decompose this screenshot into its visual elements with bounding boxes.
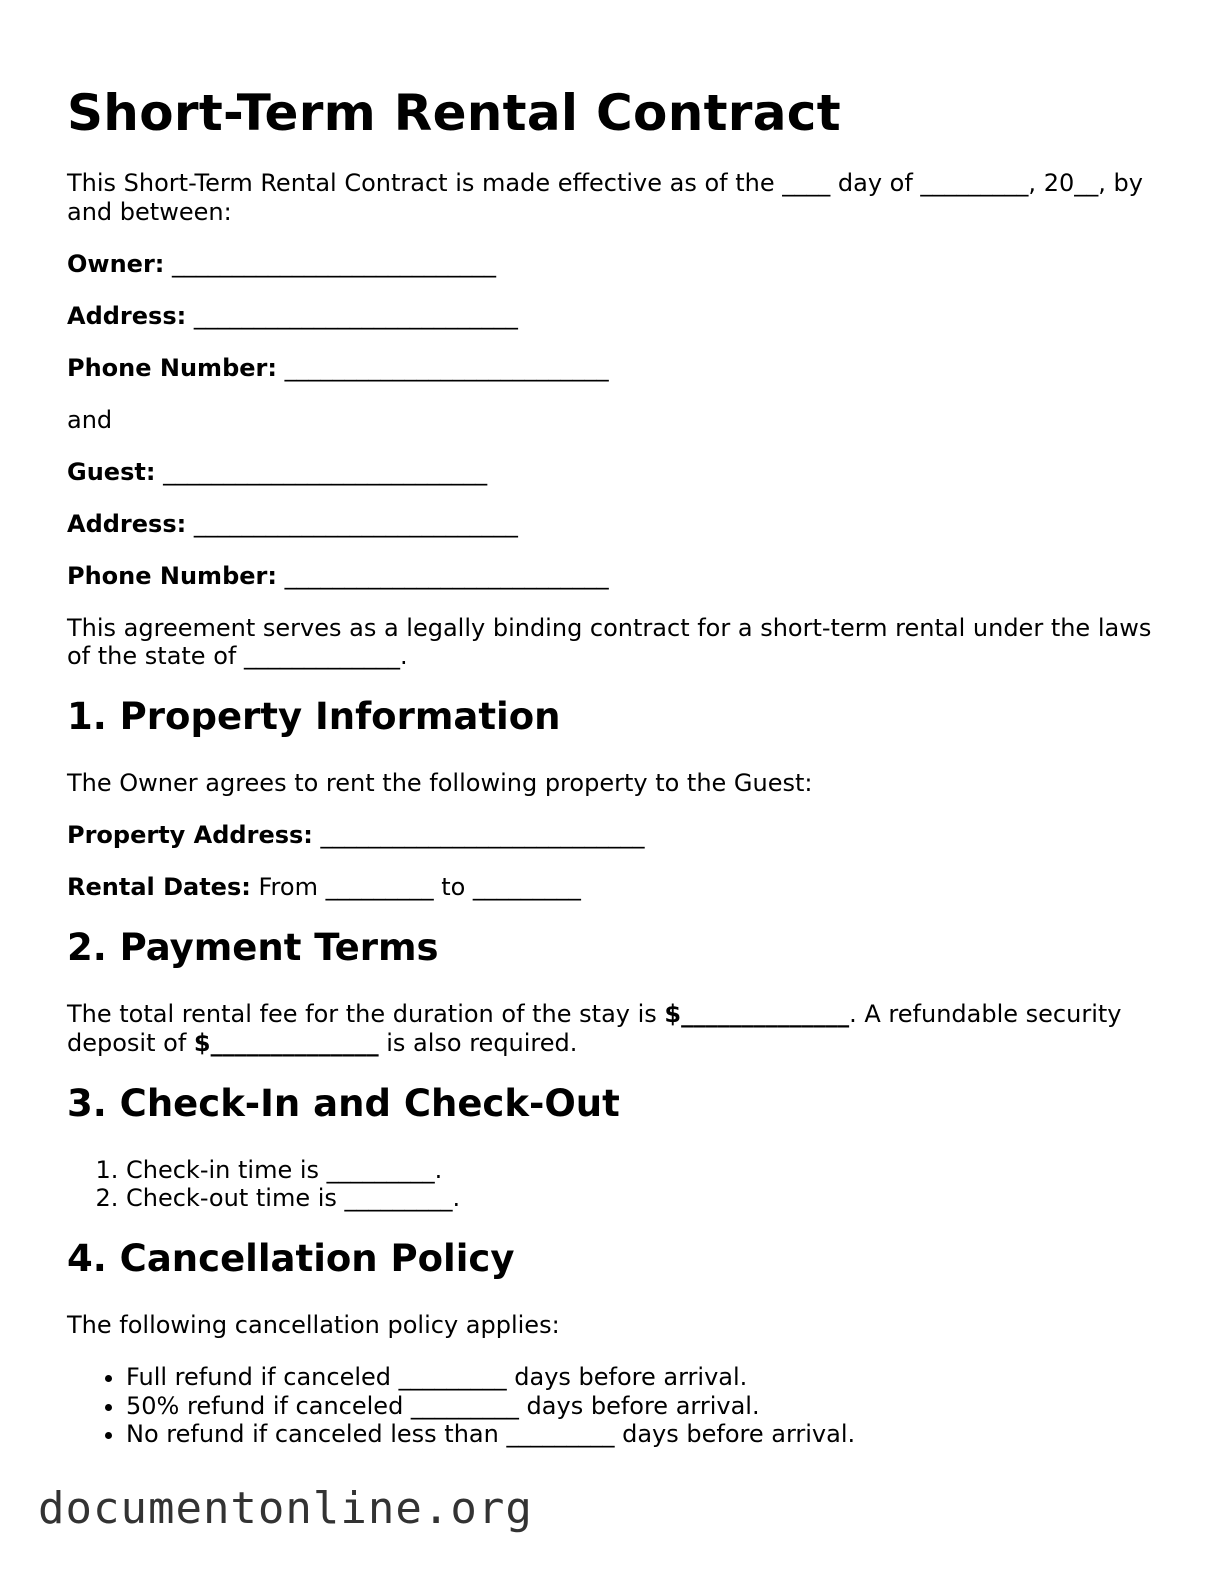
owner-name-blank[interactable]: ___________________________ (172, 249, 497, 278)
guest-phone-line (67, 562, 1157, 591)
owner-phone-blank[interactable]: ___________________________ (284, 353, 609, 382)
security-deposit-blank[interactable]: $______________ (193, 1028, 379, 1057)
section-1-heading: 1. Property Information (67, 695, 561, 738)
check-in-out-list (67, 1156, 1157, 1213)
section-4-intro: The following cancellation policy applies: (67, 1311, 560, 1339)
payment-terms-paragraph (67, 1000, 1157, 1057)
payment-text-after: is also required. (378, 1028, 578, 1057)
owner-address-line (67, 302, 1157, 331)
guest-address-label: Address: (67, 509, 187, 538)
and-text: and (67, 405, 113, 434)
cancellation-full-refund-item: • Full refund if canceled _________ days before arrival. (126, 1363, 1157, 1392)
agreement-paragraph: This agreement serves as a legally binding contract for a short-term rental under the laws of the state of _____________. (67, 613, 1152, 670)
section-3-heading: 3. Check-In and Check-Out (67, 1081, 620, 1125)
section-1-intro: The Owner agrees to rent the following property to the Guest: (67, 769, 813, 797)
payment-text-between: . A refundable security deposit of (67, 1000, 1122, 1057)
guest-phone-label: Phone Number: (67, 561, 277, 590)
owner-phone-label: Phone Number: (67, 353, 277, 382)
owner-name-line (67, 250, 1157, 279)
check-out-item: 2. Check-out time is _________. (126, 1184, 1157, 1213)
guest-address-blank[interactable]: ___________________________ (193, 509, 518, 538)
owner-address-blank[interactable]: ___________________________ (193, 301, 518, 330)
document-title: Short-Term Rental Contract (67, 84, 841, 142)
check-in-item: 1. Check-in time is _________. (126, 1156, 1157, 1185)
guest-address-line (67, 510, 1157, 539)
owner-name-label: Owner: (67, 249, 165, 278)
rental-dates-text[interactable]: From _________ to _________ (258, 873, 581, 901)
section-2-heading: 2. Payment Terms (67, 926, 439, 969)
property-address-blank[interactable]: ___________________________ (320, 821, 645, 849)
rental-dates-label: Rental Dates: (67, 873, 251, 901)
property-address-line (67, 821, 1157, 850)
section-4-heading: 4. Cancellation Policy (67, 1237, 515, 1280)
cancellation-policy-list (67, 1363, 1157, 1449)
owner-phone-line (67, 354, 1157, 383)
owner-address-label: Address: (67, 301, 187, 330)
document-page (67, 80, 1157, 1472)
rental-fee-blank[interactable]: $______________ (664, 1000, 850, 1028)
watermark: documentonline.org (38, 1483, 533, 1534)
payment-text-before-fee: The total rental fee for the duration of the stay is (67, 1000, 665, 1028)
guest-name-label: Guest: (67, 457, 156, 486)
property-address-label: Property Address: (67, 821, 313, 849)
cancellation-half-refund-item: • 50% refund if canceled _________ days before arrival. (126, 1392, 1157, 1421)
guest-name-blank[interactable]: ___________________________ (163, 457, 488, 486)
guest-phone-blank[interactable]: ___________________________ (284, 561, 609, 590)
rental-dates-line (67, 873, 1157, 902)
intro-paragraph: This Short-Term Rental Contract is made effective as of the ____ day of _________, 20__, by and between: (67, 169, 1143, 226)
guest-name-line (67, 458, 1157, 487)
cancellation-no-refund-item: • No refund if canceled less than _________ days before arrival. (126, 1420, 1157, 1449)
